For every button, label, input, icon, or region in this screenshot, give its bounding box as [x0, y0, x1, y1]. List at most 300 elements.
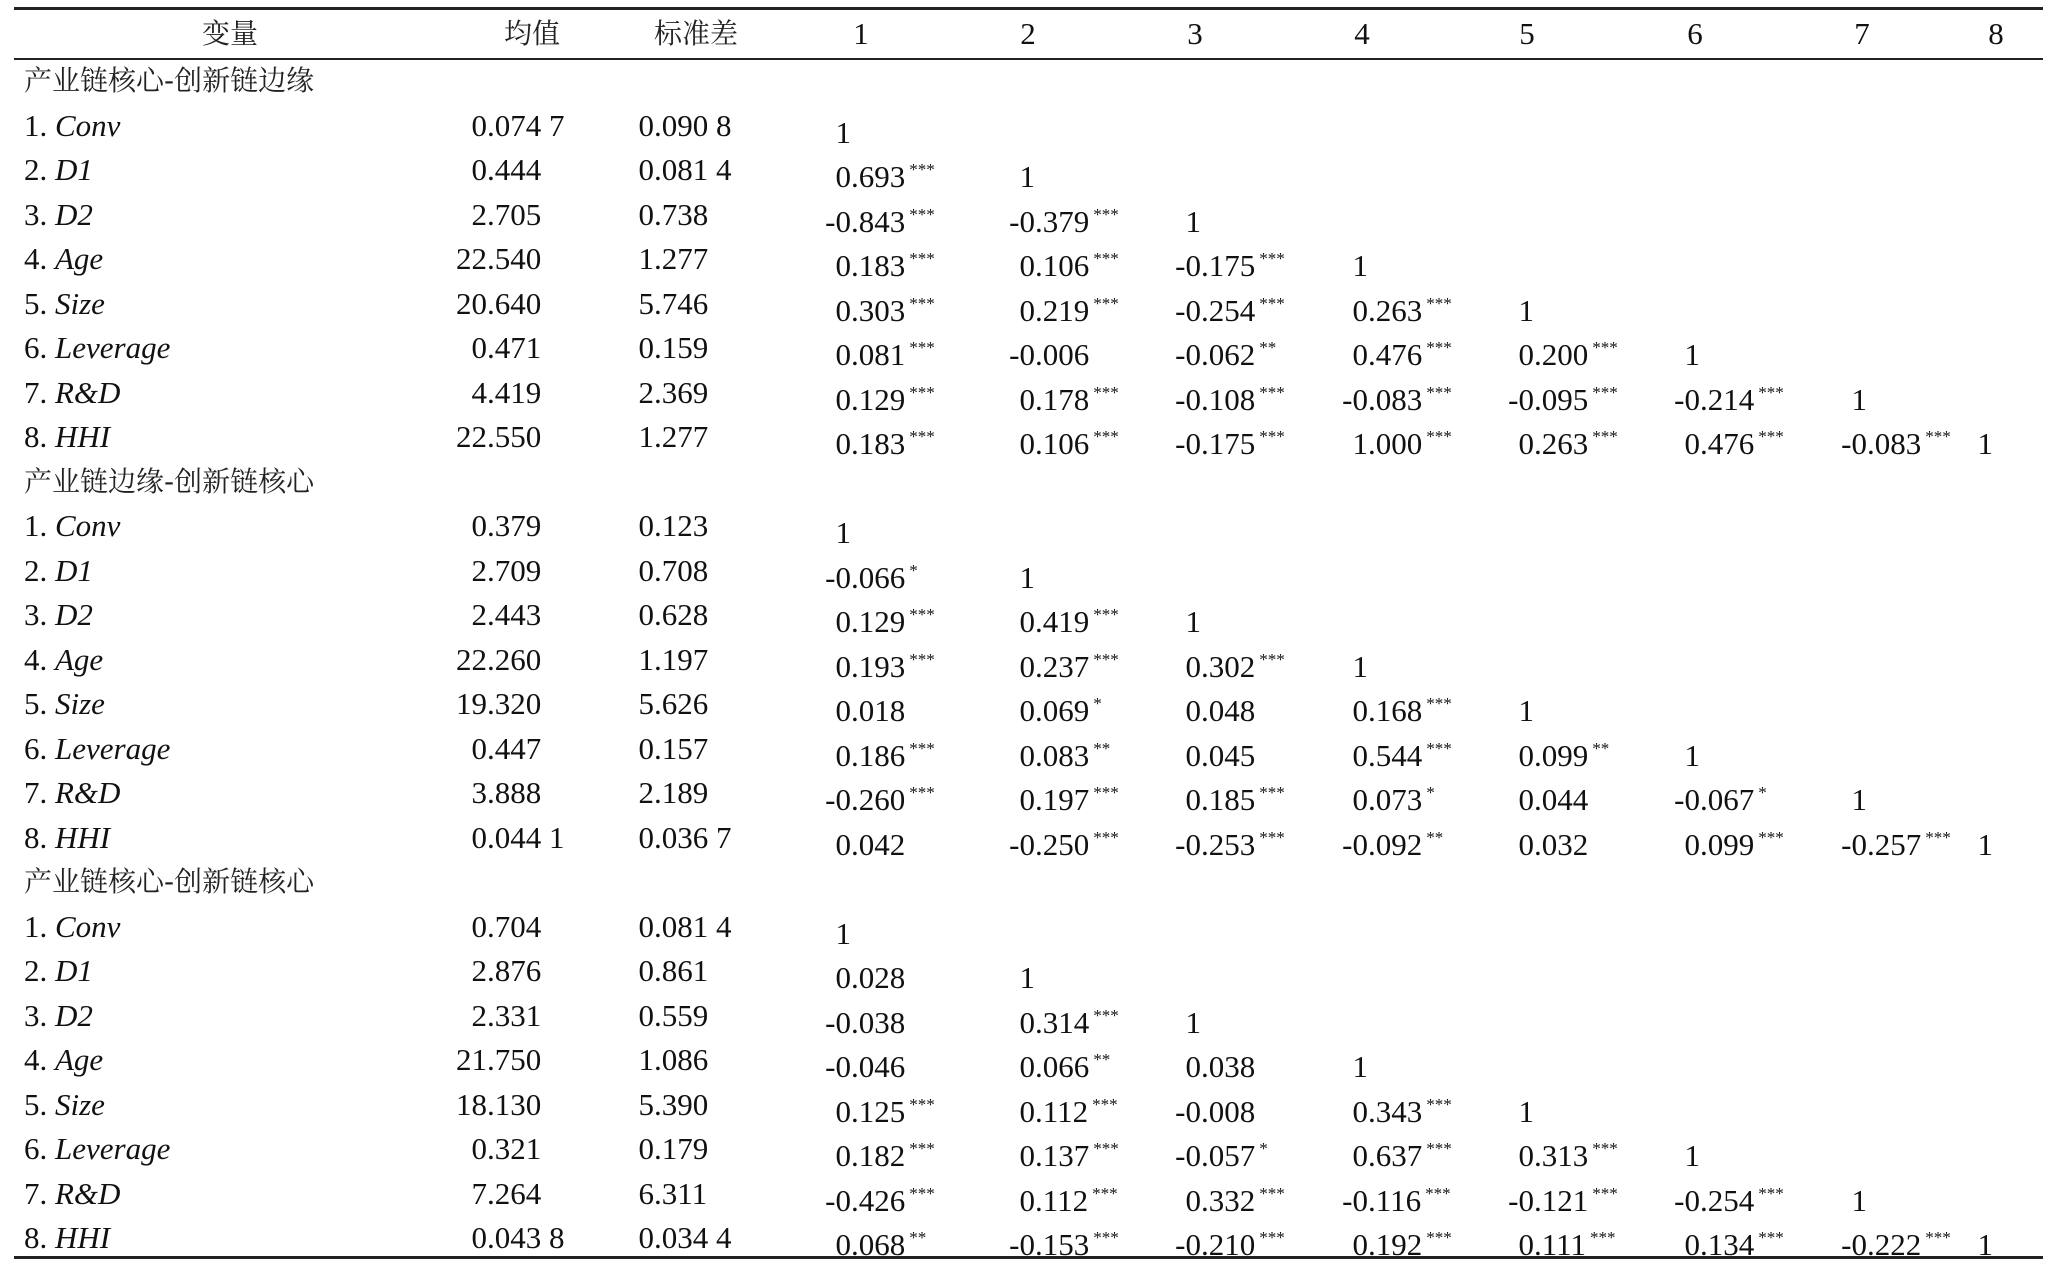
correlation-value: 0.068	[835, 1227, 906, 1262]
correlation-value-cell	[1185, 640, 1285, 684]
mean-value: 18.130	[456, 1086, 542, 1122]
correlation-value-cell	[1175, 818, 1285, 862]
correlation-value: 0.106	[1019, 426, 1090, 461]
correlation-value-cell	[1518, 284, 1539, 328]
correlation-value: 0.044	[1518, 782, 1589, 817]
correlation-value-cell	[1684, 729, 1705, 773]
correlation-value: -0.253	[1175, 826, 1256, 862]
correlation-value-cell	[1019, 551, 1040, 595]
variable-name: D2	[55, 997, 93, 1033]
correlation-value-cell	[835, 1218, 927, 1262]
sd-value: 0.123	[638, 508, 709, 543]
sd-value: 5.390	[638, 1086, 709, 1122]
sd-value: 1.086	[638, 1042, 709, 1077]
correlation-value-cell	[1352, 1040, 1373, 1084]
correlation-value-cell	[835, 106, 856, 150]
correlation-value-cell	[1352, 1085, 1452, 1129]
correlation-value-cell	[1508, 1174, 1618, 1218]
correlation-value: 0.106	[1019, 248, 1090, 283]
correlation-value: -0.222	[1841, 1227, 1922, 1262]
correlation-value-cell	[1019, 595, 1119, 639]
correlation-value-cell	[1851, 773, 1872, 817]
significance-stars: ***	[909, 1094, 935, 1114]
sd-value-cell	[639, 1040, 709, 1080]
mean-value-cell	[456, 284, 541, 324]
variable-label	[24, 195, 93, 235]
mean-value: 0.471	[471, 330, 542, 365]
correlation-value: 1	[1019, 559, 1035, 595]
variable-name: Age	[55, 241, 104, 276]
significance-stars: **	[1093, 738, 1111, 758]
correlation-value-cell	[835, 506, 856, 550]
correlation-value: 0.314	[1019, 1004, 1090, 1040]
variable-name: R&D	[55, 374, 121, 410]
correlation-value: 1	[1518, 693, 1534, 728]
correlation-value: -0.175	[1175, 248, 1256, 283]
correlation-value-cell	[1342, 373, 1452, 417]
correlation-value: 0.129	[835, 381, 906, 417]
correlation-value: 0.693	[835, 159, 906, 194]
mean-value: 22.260	[456, 641, 542, 677]
significance-stars: ***	[1758, 427, 1784, 446]
header-sd: 标准差	[653, 17, 739, 50]
significance-stars: ***	[1093, 1228, 1119, 1247]
correlation-value-cell	[1185, 729, 1260, 773]
correlation-value-cell	[1518, 818, 1593, 862]
significance-stars: *	[1093, 694, 1102, 713]
correlation-value-cell	[1518, 773, 1593, 817]
correlation-value: 1	[835, 515, 851, 550]
significance-stars: **	[1426, 827, 1444, 847]
correlation-value: 0.219	[1019, 292, 1090, 328]
variable-name: Age	[55, 1042, 104, 1077]
correlation-value: -0.426	[825, 1182, 906, 1218]
variable-label	[24, 773, 120, 813]
correlation-value: 1	[1019, 159, 1035, 194]
significance-stars: ***	[1425, 1183, 1451, 1203]
correlation-value-cell	[1175, 1129, 1268, 1173]
significance-stars: ***	[1259, 293, 1285, 313]
correlation-value: 0.544	[1352, 737, 1423, 773]
variable-number: 8.	[24, 419, 48, 454]
variable-number: 5.	[24, 686, 48, 721]
correlation-value: 0.073	[1352, 782, 1423, 817]
mean-value-cell	[472, 951, 542, 991]
variable-label	[24, 996, 93, 1036]
correlation-value-cell	[1352, 684, 1452, 728]
sd-value-cell	[639, 106, 732, 146]
sd-value: 0.081 4	[638, 152, 732, 187]
correlation-value: -0.083	[1342, 381, 1423, 417]
correlation-value: -0.083	[1841, 426, 1922, 461]
sd-value-cell	[639, 595, 709, 635]
correlation-value-cell	[1518, 328, 1618, 372]
correlation-value-cell	[1352, 284, 1452, 328]
mean-value-cell	[472, 373, 542, 413]
significance-stars: ***	[1093, 649, 1119, 669]
significance-stars: ***	[1592, 338, 1618, 357]
correlation-value-cell	[825, 195, 935, 239]
correlation-value: 0.192	[1352, 1227, 1423, 1262]
variable-name: HHI	[55, 819, 111, 855]
mean-value: 0.043 8	[471, 1220, 565, 1255]
correlation-value: 0.042	[835, 826, 906, 862]
correlation-value: 1	[1518, 1093, 1534, 1129]
sd-value: 0.628	[638, 597, 709, 632]
correlation-value-cell	[1175, 284, 1285, 328]
variable-label	[24, 1129, 170, 1169]
correlation-value-cell	[835, 1085, 935, 1129]
mean-value-cell	[472, 328, 542, 368]
variable-name: D1	[55, 953, 93, 988]
correlation-value-cell	[1342, 1174, 1451, 1218]
correlation-value-cell	[1019, 1040, 1111, 1084]
correlation-value-cell	[1352, 328, 1452, 372]
correlation-value: -0.008	[1175, 1093, 1256, 1129]
correlation-value: 1	[1977, 426, 1993, 461]
correlation-value-cell	[1352, 1218, 1452, 1262]
variable-name: Conv	[55, 107, 121, 143]
mean-value-cell	[472, 773, 542, 813]
significance-stars: ***	[1259, 382, 1285, 402]
correlation-value-cell	[1518, 684, 1539, 728]
header-col-1: 1	[853, 16, 869, 51]
sd-value: 1.197	[638, 641, 709, 677]
correlation-value: 0.083	[1019, 737, 1090, 773]
sd-value-cell	[639, 284, 709, 324]
significance-stars: ***	[1925, 827, 1951, 847]
correlation-value-cell	[835, 373, 935, 417]
significance-stars: ***	[909, 338, 935, 357]
variable-number: 5.	[24, 285, 48, 321]
sd-value-cell	[639, 996, 709, 1036]
correlation-value-cell	[835, 595, 935, 639]
correlation-value-cell	[1009, 818, 1119, 862]
correlation-value-cell	[1175, 417, 1285, 461]
mean-value: 2.709	[471, 552, 542, 588]
correlation-value: 0.178	[1019, 381, 1090, 417]
sd-value: 6.311	[638, 1175, 708, 1211]
significance-stars: ***	[1259, 827, 1285, 847]
variable-number: 4.	[24, 1042, 48, 1077]
correlation-value-cell	[1009, 195, 1119, 239]
correlation-value: 1	[1352, 1049, 1368, 1084]
sd-value: 2.369	[638, 374, 709, 410]
header-mean: 均值	[503, 17, 561, 50]
correlation-value: -0.046	[825, 1049, 906, 1084]
significance-stars: ***	[1592, 1183, 1618, 1203]
correlation-value: 1	[1684, 337, 1700, 372]
correlation-value-cell	[1508, 373, 1618, 417]
correlation-value-cell	[1019, 640, 1119, 684]
significance-stars: **	[1259, 338, 1277, 357]
correlation-value-cell	[1352, 1129, 1452, 1173]
correlation-value: 0.476	[1684, 426, 1755, 461]
correlation-value-cell	[1674, 773, 1767, 817]
correlation-value: -0.092	[1342, 826, 1423, 862]
correlation-value-cell	[1841, 417, 1951, 461]
mean-value: 19.320	[456, 686, 542, 721]
variable-label	[24, 373, 120, 413]
correlation-value-cell	[835, 328, 935, 372]
sd-value-cell	[639, 951, 709, 991]
correlation-value: 0.125	[835, 1093, 906, 1129]
significance-stars: ***	[1426, 427, 1452, 446]
significance-stars: ***	[1093, 827, 1119, 847]
mean-value: 0.444	[471, 152, 542, 187]
variable-name: Size	[55, 686, 105, 721]
correlation-value-cell	[825, 996, 909, 1040]
sd-value-cell	[639, 150, 732, 190]
correlation-value-cell	[1518, 729, 1610, 773]
correlation-value: 0.185	[1185, 782, 1256, 817]
variable-label	[24, 150, 93, 190]
significance-stars: ***	[1093, 1139, 1119, 1158]
correlation-value: -0.038	[825, 1004, 906, 1040]
variable-name: Conv	[55, 908, 121, 944]
variable-label	[24, 684, 105, 724]
variable-name: D2	[55, 196, 93, 232]
significance-stars: **	[909, 1228, 927, 1247]
significance-stars: ***	[909, 204, 935, 224]
significance-stars: ***	[1259, 1228, 1285, 1247]
variable-label	[24, 640, 103, 680]
correlation-value: 1	[1684, 737, 1700, 773]
mean-value-cell	[456, 640, 541, 680]
correlation-value: 1	[1019, 960, 1035, 995]
variable-number: 7.	[24, 374, 48, 410]
variable-number: 4.	[24, 641, 48, 677]
variable-label	[24, 1174, 120, 1214]
correlation-value: -0.214	[1674, 381, 1755, 417]
variable-number: 1.	[24, 508, 48, 543]
correlation-value-cell	[1851, 1174, 1872, 1218]
correlation-value-cell	[1518, 417, 1618, 461]
correlation-value: 1	[1977, 826, 1993, 862]
correlation-value: 0.066	[1019, 1049, 1090, 1084]
group-title: 产业链边缘-创新链核心	[24, 464, 315, 498]
header-rule	[14, 58, 2043, 60]
significance-stars: ***	[909, 249, 935, 268]
significance-stars: **	[1592, 738, 1610, 758]
correlation-value-cell	[1185, 595, 1206, 639]
sd-value-cell	[639, 506, 709, 546]
correlation-value-cell	[1977, 818, 1998, 862]
correlation-value: 1	[1851, 782, 1867, 817]
correlation-value-cell	[1518, 1218, 1616, 1262]
variable-number: 8.	[24, 819, 48, 855]
correlation-value-cell	[1185, 1174, 1285, 1218]
mean-value: 22.550	[456, 419, 542, 454]
variable-label	[24, 1218, 110, 1258]
correlation-value: 1	[1185, 1004, 1201, 1040]
correlation-value-cell	[1185, 773, 1285, 817]
sd-value-cell	[639, 1129, 709, 1169]
correlation-value: -0.379	[1009, 203, 1090, 239]
correlation-value: 1	[1185, 203, 1201, 239]
header-col-8: 8	[1988, 16, 2004, 51]
mean-value-cell	[472, 1174, 542, 1214]
correlation-value: 0.263	[1352, 292, 1423, 328]
correlation-value: 0.168	[1352, 693, 1423, 728]
variable-label	[24, 1085, 105, 1125]
variable-number: 6.	[24, 730, 48, 766]
correlation-value: 1	[1684, 1138, 1700, 1173]
sd-value: 0.861	[638, 953, 709, 988]
correlation-value: 0.069	[1019, 693, 1090, 728]
mean-value-cell	[456, 1085, 541, 1125]
correlation-value: -0.210	[1175, 1227, 1256, 1262]
correlation-value-cell	[1674, 373, 1784, 417]
correlation-value-cell	[1674, 1174, 1784, 1218]
mean-value-cell	[472, 907, 542, 947]
variable-name: Size	[55, 1086, 105, 1122]
correlation-value: 0.343	[1352, 1093, 1423, 1129]
correlation-value: 0.081	[835, 337, 906, 372]
correlation-value: 0.112	[1019, 1182, 1089, 1218]
variable-label	[24, 417, 110, 457]
correlation-value-cell	[835, 951, 910, 995]
sd-value-cell	[639, 684, 709, 724]
correlation-value-cell	[1019, 150, 1040, 194]
mean-value: 4.419	[471, 374, 542, 410]
sd-value: 2.189	[638, 775, 709, 810]
variable-number: 3.	[24, 597, 48, 632]
correlation-value: 0.200	[1518, 337, 1589, 372]
mean-value-cell	[472, 729, 542, 769]
variable-name: HHI	[55, 1220, 111, 1255]
correlation-value-cell	[1185, 195, 1206, 239]
variable-number: 2.	[24, 953, 48, 988]
sd-value: 0.036 7	[638, 819, 732, 855]
sd-value-cell	[639, 417, 709, 457]
significance-stars: ***	[1093, 1005, 1119, 1025]
correlation-value-cell	[1019, 1174, 1118, 1218]
correlation-value: -0.116	[1342, 1182, 1422, 1218]
correlation-value: 0.332	[1185, 1182, 1256, 1218]
correlation-value: -0.121	[1508, 1182, 1589, 1218]
mean-value-cell	[456, 684, 541, 724]
mean-value-cell	[472, 1129, 542, 1169]
variable-name: R&D	[55, 1175, 121, 1211]
correlation-value-cell	[835, 284, 935, 328]
correlation-value: -0.153	[1009, 1227, 1090, 1262]
group-title: 产业链核心-创新链核心	[24, 865, 315, 898]
sd-value-cell	[639, 1174, 708, 1214]
sd-value-cell	[639, 729, 709, 769]
correlation-value-cell	[1175, 239, 1285, 283]
significance-stars: ***	[1589, 1228, 1616, 1247]
correlation-value: 0.038	[1185, 1049, 1256, 1084]
mean-value-cell	[456, 239, 541, 279]
significance-stars: ***	[1758, 1228, 1784, 1247]
significance-stars: ***	[1093, 427, 1119, 446]
significance-stars: ***	[1259, 427, 1285, 446]
significance-stars: ***	[1093, 783, 1119, 802]
mean-value-cell	[472, 150, 542, 190]
mean-value: 3.888	[471, 775, 542, 810]
correlation-value: 1	[1352, 248, 1368, 283]
correlation-value-cell	[1019, 373, 1119, 417]
correlation-value-cell	[1342, 818, 1444, 862]
correlation-value-cell	[1518, 1129, 1618, 1173]
correlation-value-cell	[825, 551, 918, 595]
correlation-value-cell	[1175, 1218, 1285, 1262]
correlation-value: 0.637	[1352, 1138, 1423, 1173]
variable-name: Leverage	[55, 730, 171, 766]
variable-label	[24, 595, 93, 635]
significance-stars: ***	[1426, 1228, 1452, 1247]
variable-name: Leverage	[55, 1131, 171, 1166]
correlation-value-cell	[1019, 996, 1119, 1040]
variable-number: 6.	[24, 1131, 48, 1166]
correlation-value: 0.302	[1185, 648, 1256, 684]
mean-value: 2.443	[471, 597, 542, 632]
significance-stars: ***	[1426, 694, 1452, 713]
sd-value-cell	[639, 818, 732, 858]
sd-value: 0.157	[638, 730, 709, 766]
sd-value-cell	[639, 328, 709, 368]
correlation-value-cell	[1684, 417, 1784, 461]
significance-stars: ***	[1925, 427, 1951, 446]
variable-number: 7.	[24, 1175, 48, 1211]
significance-stars: ***	[1426, 738, 1452, 758]
mean-value: 0.704	[471, 908, 542, 944]
correlation-value: -0.057	[1175, 1138, 1256, 1173]
header-col-4: 4	[1354, 16, 1370, 51]
variable-name: D1	[55, 152, 93, 187]
mean-value: 2.705	[471, 196, 542, 232]
variable-label	[24, 328, 170, 368]
correlation-value: -0.066	[825, 559, 906, 595]
header-col-5: 5	[1519, 16, 1535, 51]
correlation-value-cell	[835, 684, 910, 728]
correlation-value-cell	[1019, 729, 1111, 773]
correlation-value: 0.028	[835, 960, 906, 995]
significance-stars: ***	[1093, 293, 1119, 313]
correlation-value-cell	[1977, 1218, 1998, 1262]
sd-value-cell	[639, 1085, 709, 1125]
significance-stars: ***	[1093, 605, 1119, 624]
correlation-value-cell	[1841, 1218, 1951, 1262]
significance-stars: ***	[1758, 1183, 1784, 1203]
significance-stars: ***	[909, 427, 935, 446]
header-col-2: 2	[1020, 16, 1036, 51]
mean-value-cell	[472, 106, 565, 146]
significance-stars: ***	[1093, 204, 1119, 224]
sd-value: 1.277	[638, 419, 709, 454]
sd-value-cell	[639, 640, 709, 680]
correlation-value: 0.032	[1518, 826, 1589, 862]
correlation-value-cell	[1352, 773, 1435, 817]
significance-stars: ***	[909, 649, 935, 669]
mean-value: 0.447	[471, 730, 542, 766]
sd-value: 1.277	[638, 241, 709, 276]
correlation-value-cell	[1185, 996, 1206, 1040]
significance-stars: ***	[1426, 293, 1452, 313]
variable-number: 6.	[24, 330, 48, 365]
mean-value: 21.750	[456, 1042, 542, 1077]
correlation-value: -0.095	[1508, 381, 1589, 417]
correlation-value-cell	[1185, 684, 1260, 728]
correlation-value-cell	[1019, 773, 1119, 817]
mean-value-cell	[472, 996, 542, 1036]
correlation-value: 0.111	[1518, 1227, 1586, 1262]
correlation-value-cell	[1019, 284, 1119, 328]
variable-name: Size	[55, 285, 105, 321]
significance-stars: *	[1259, 1139, 1268, 1158]
sd-value: 0.179	[638, 1131, 709, 1166]
